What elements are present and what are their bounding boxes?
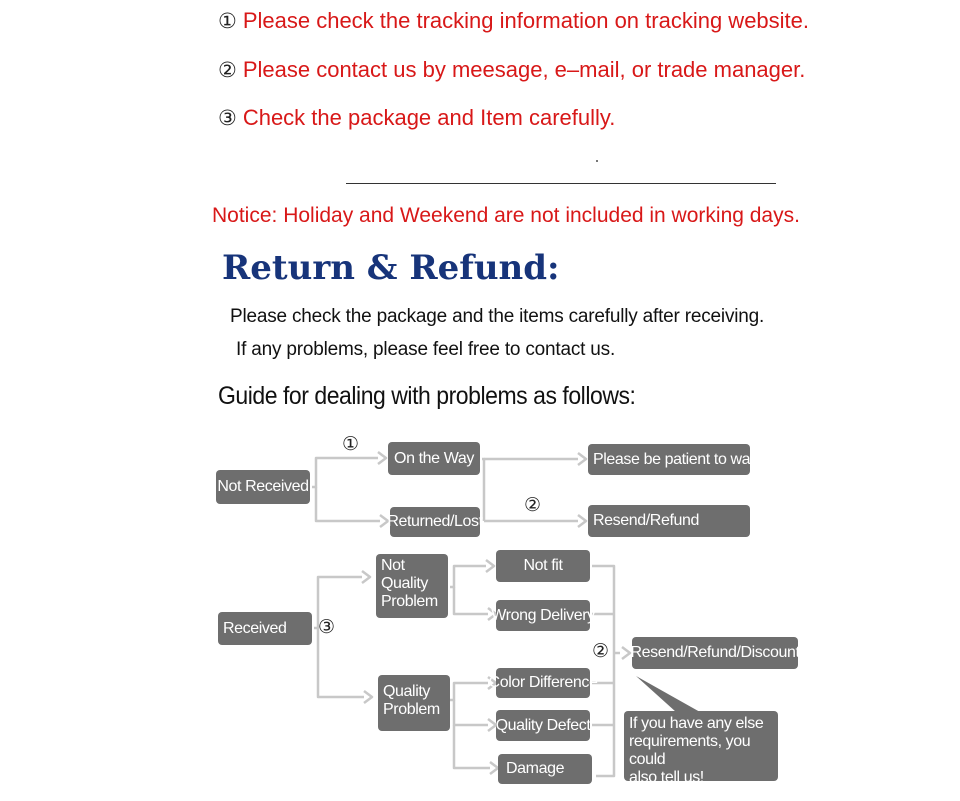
box-damage: Damage: [498, 754, 592, 784]
step-1-number: ①: [218, 9, 237, 33]
note-line-3: also tell us!: [629, 769, 704, 786]
mark-one: ①: [342, 433, 360, 455]
box-returned-lost: Returned/Lost: [390, 507, 480, 537]
step-3-text: Check the package and Item carefully.: [242, 105, 616, 130]
step-2-text: Please contact us by meesage, e–mail, or trade manager.: [242, 57, 806, 82]
paragraph-line-1: Please check the package and the items carefully after receiving.: [230, 306, 765, 327]
not-quality-line-3: Problem: [381, 593, 438, 610]
step-2-number: ②: [218, 58, 237, 82]
box-not-quality-problem: [376, 554, 448, 618]
paragraph-line-2: If any problems, please feel free to contact us.: [236, 339, 616, 360]
box-be-patient: Please be patient to wait: [588, 444, 750, 475]
note-pointer: [636, 676, 700, 712]
section-heading: Return & Refund:: [222, 248, 560, 288]
box-quality-problem: [378, 675, 450, 731]
box-resend-refund-discount: Resend/Refund/Discount: [632, 637, 798, 669]
step-1-text: Please check the tracking information on tracking website.: [242, 8, 810, 33]
mark-three: ③: [318, 616, 336, 638]
box-not-received: Not Received: [216, 470, 310, 504]
step-3-number: ③: [218, 106, 237, 130]
box-color-difference: Color Difference: [496, 668, 590, 698]
box-not-fit: Not fit: [496, 550, 590, 582]
mark-two-a: ②: [524, 494, 542, 516]
guide-title: Guide for dealing with problems as follows:: [218, 382, 636, 410]
mark-two-b: ②: [592, 640, 610, 662]
note-line-1: If you have any else: [629, 715, 764, 732]
notice-text: Notice: Holiday and Weekend are not included in working days.: [212, 204, 800, 227]
box-received: Received: [218, 612, 312, 645]
quality-line-2: Problem: [383, 701, 440, 718]
not-quality-line-2: Quality: [381, 575, 428, 592]
quality-line-1: Quality: [383, 683, 430, 700]
box-wrong-delivery: Wrong Delivery: [496, 600, 590, 631]
note-line-2: requirements, you could: [629, 733, 751, 768]
box-on-the-way: On the Way: [388, 442, 480, 475]
note-bubble: [624, 711, 778, 786]
box-quality-defect: Quality Defect: [496, 710, 590, 741]
box-resend-refund: Resend/Refund: [588, 505, 750, 537]
not-quality-line-1: Not: [381, 557, 405, 574]
